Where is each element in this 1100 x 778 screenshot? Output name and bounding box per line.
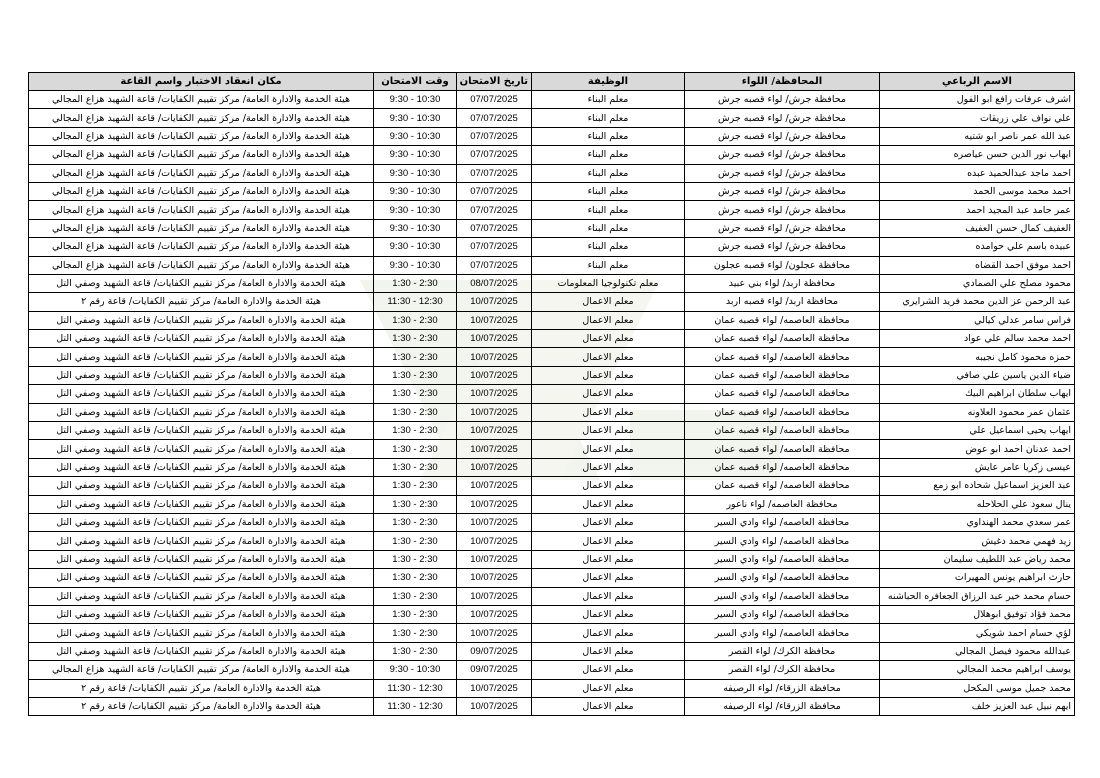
table-row xyxy=(29,256,1075,274)
cell-date: 10/07/2025 xyxy=(457,569,532,587)
cell-date: 10/07/2025 xyxy=(457,587,532,605)
cell-governorate: محافظة العاصمه/ لواء قصبه عمان xyxy=(685,311,880,329)
cell-time: 1:30 - 2:30 xyxy=(374,385,457,403)
cell-governorate: محافظة العاصمه/ لواء وادي السير xyxy=(685,587,880,605)
cell-place: هيئة الخدمة والادارة العامة/ مركز تقييم الكفايات/ قاعة الشهيد وصفي التل xyxy=(29,642,374,660)
cell-job: معلم الاعمال xyxy=(532,293,685,311)
cell-place: هيئة الخدمة والادارة العامة/ مركز تقييم الكفايات/ قاعة الشهيد وصفي التل xyxy=(29,477,374,495)
cell-governorate: محافظة عجلون/ لواء قصبه عجلون xyxy=(685,256,880,274)
table-row xyxy=(29,164,1075,182)
cell-time: 1:30 - 2:30 xyxy=(374,569,457,587)
cell-date: 07/07/2025 xyxy=(457,256,532,274)
cell-time: 9:30 - 10:30 xyxy=(374,219,457,237)
cell-place: هيئة الخدمة والادارة العامة/ مركز تقييم الكفايات/ قاعة رقم ٢ xyxy=(29,697,374,715)
cell-name: عبدالله محمود فيصل المجالي xyxy=(880,642,1075,660)
cell-name: ينال سعود علي الحلاحله xyxy=(880,495,1075,513)
cell-name: احمد ماجد عبدالحميد عبده xyxy=(880,164,1075,182)
table-row xyxy=(29,569,1075,587)
cell-place: هيئة الخدمة والادارة العامة/ مركز تقييم الكفايات/ قاعة الشهيد وصفي التل xyxy=(29,366,374,384)
cell-time: 1:30 - 2:30 xyxy=(374,311,457,329)
cell-governorate: محافظة العاصمه/ لواء قصبه عمان xyxy=(685,348,880,366)
cell-name: عبد الله عمر ناصر ابو شتيه xyxy=(880,127,1075,145)
table-row xyxy=(29,403,1075,421)
cell-place: هيئة الخدمة والادارة العامة/ مركز تقييم الكفايات/ قاعة الشهيد وصفي التل xyxy=(29,274,374,292)
cell-governorate: محافظة اربد/ لواء بني عبيد xyxy=(685,274,880,292)
cell-job: معلم الاعمال xyxy=(532,587,685,605)
cell-job: معلم الاعمال xyxy=(532,477,685,495)
cell-name: ايهاب سلطان ابراهيم البيك xyxy=(880,385,1075,403)
table-row xyxy=(29,513,1075,531)
table-row xyxy=(29,458,1075,476)
cell-name: محمود مصلح علي الصمادي xyxy=(880,274,1075,292)
cell-governorate: محافظة جرش/ لواء قصبه جرش xyxy=(685,182,880,200)
cell-date: 07/07/2025 xyxy=(457,201,532,219)
cell-governorate: محافظة العاصمه/ لواء وادي السير xyxy=(685,605,880,623)
cell-date: 10/07/2025 xyxy=(457,440,532,458)
cell-place: هيئة الخدمة والادارة العامة/ مركز تقييم الكفايات/ قاعة الشهيد وصفي التل xyxy=(29,348,374,366)
cell-name: احمد عدنان احمد ابو عوض xyxy=(880,440,1075,458)
cell-job: معلم الاعمال xyxy=(532,679,685,697)
cell-time: 9:30 - 10:30 xyxy=(374,182,457,200)
table-row xyxy=(29,642,1075,660)
cell-place: هيئة الخدمة والادارة العامة/ مركز تقييم الكفايات/ قاعة الشهيد وصفي التل xyxy=(29,330,374,348)
cell-time: 1:30 - 2:30 xyxy=(374,422,457,440)
cell-time: 11:30 - 12:30 xyxy=(374,697,457,715)
cell-time: 1:30 - 2:30 xyxy=(374,330,457,348)
table-row xyxy=(29,146,1075,164)
cell-name: احمد موفق احمد القضاه xyxy=(880,256,1075,274)
cell-time: 1:30 - 2:30 xyxy=(374,348,457,366)
header-governorate: المحافظة/ اللواء xyxy=(685,73,880,91)
header-place: مكان انعقاد الاختبار واسم القاعة xyxy=(29,73,374,91)
cell-governorate: محافظة جرش/ لواء قصبه جرش xyxy=(685,127,880,145)
table-row xyxy=(29,274,1075,292)
cell-place: هيئة الخدمة والادارة العامة/ مركز تقييم الكفايات/ قاعة الشهيد هزاع المجالي xyxy=(29,91,374,109)
cell-date: 10/07/2025 xyxy=(457,532,532,550)
cell-time: 9:30 - 10:30 xyxy=(374,164,457,182)
cell-place: هيئة الخدمة والادارة العامة/ مركز تقييم الكفايات/ قاعة الشهيد هزاع المجالي xyxy=(29,256,374,274)
cell-governorate: محافظة الزرقاء/ لواء الرصيفه xyxy=(685,697,880,715)
cell-job: معلم الاعمال xyxy=(532,330,685,348)
cell-date: 10/07/2025 xyxy=(457,348,532,366)
cell-time: 1:30 - 2:30 xyxy=(374,513,457,531)
cell-name: فراس سامر عدلي كيالي xyxy=(880,311,1075,329)
cell-time: 1:30 - 2:30 xyxy=(374,605,457,623)
cell-place: هيئة الخدمة والادارة العامة/ مركز تقييم الكفايات/ قاعة الشهيد هزاع المجالي xyxy=(29,238,374,256)
table-row xyxy=(29,661,1075,679)
cell-job: معلم البناء xyxy=(532,109,685,127)
cell-date: 10/07/2025 xyxy=(457,458,532,476)
cell-governorate: محافظة العاصمه/ لواء قصبه عمان xyxy=(685,422,880,440)
cell-time: 1:30 - 2:30 xyxy=(374,440,457,458)
cell-place: هيئة الخدمة والادارة العامة/ مركز تقييم الكفايات/ قاعة الشهيد هزاع المجالي xyxy=(29,182,374,200)
cell-place: هيئة الخدمة والادارة العامة/ مركز تقييم الكفايات/ قاعة الشهيد وصفي التل xyxy=(29,440,374,458)
table-row xyxy=(29,109,1075,127)
cell-place: هيئة الخدمة والادارة العامة/ مركز تقييم الكفايات/ قاعة الشهيد وصفي التل xyxy=(29,495,374,513)
header-name: الاسم الرباعي xyxy=(880,73,1075,91)
cell-governorate: محافظة العاصمه/ لواء قصبه عمان xyxy=(685,385,880,403)
cell-date: 07/07/2025 xyxy=(457,219,532,237)
cell-time: 1:30 - 2:30 xyxy=(374,274,457,292)
table-row xyxy=(29,587,1075,605)
table-row xyxy=(29,293,1075,311)
cell-place: هيئة الخدمة والادارة العامة/ مركز تقييم الكفايات/ قاعة الشهيد هزاع المجالي xyxy=(29,661,374,679)
cell-place: هيئة الخدمة والادارة العامة/ مركز تقييم الكفايات/ قاعة رقم ٢ xyxy=(29,293,374,311)
cell-name: علي نواف علي زريقات xyxy=(880,109,1075,127)
cell-job: معلم الاعمال xyxy=(532,569,685,587)
cell-time: 1:30 - 2:30 xyxy=(374,495,457,513)
cell-job: معلم الاعمال xyxy=(532,550,685,568)
table-row xyxy=(29,605,1075,623)
cell-job: معلم تكنولوجيا المعلومات xyxy=(532,274,685,292)
cell-place: هيئة الخدمة والادارة العامة/ مركز تقييم الكفايات/ قاعة الشهيد وصفي التل xyxy=(29,385,374,403)
cell-job: معلم الاعمال xyxy=(532,697,685,715)
cell-date: 07/07/2025 xyxy=(457,127,532,145)
cell-job: معلم الاعمال xyxy=(532,385,685,403)
cell-governorate: محافظة العاصمه/ لواء قصبه عمان xyxy=(685,458,880,476)
cell-job: معلم الاعمال xyxy=(532,605,685,623)
cell-time: 1:30 - 2:30 xyxy=(374,366,457,384)
cell-name: عمر سعدي محمد الهنداوي xyxy=(880,513,1075,531)
table-row xyxy=(29,385,1075,403)
cell-governorate: محافظة العاصمه/ لواء قصبه عمان xyxy=(685,403,880,421)
cell-governorate: محافظة جرش/ لواء قصبه جرش xyxy=(685,219,880,237)
cell-place: هيئة الخدمة والادارة العامة/ مركز تقييم الكفايات/ قاعة الشهيد وصفي التل xyxy=(29,422,374,440)
cell-job: معلم البناء xyxy=(532,256,685,274)
cell-name: محمد فؤاد توفيق ابوهلال xyxy=(880,605,1075,623)
cell-job: معلم الاعمال xyxy=(532,513,685,531)
cell-date: 10/07/2025 xyxy=(457,550,532,568)
cell-name: لؤي حسام احمد شويكي xyxy=(880,624,1075,642)
table-header-row xyxy=(29,73,1075,91)
cell-governorate: محافظة العاصمه/ لواء ناعور xyxy=(685,495,880,513)
cell-name: عيسى زكريا عامر عايش xyxy=(880,458,1075,476)
cell-governorate: محافظة العاصمه/ لواء قصبه عمان xyxy=(685,477,880,495)
cell-job: معلم الاعمال xyxy=(532,348,685,366)
cell-time: 1:30 - 2:30 xyxy=(374,624,457,642)
cell-date: 07/07/2025 xyxy=(457,146,532,164)
cell-place: هيئة الخدمة والادارة العامة/ مركز تقييم الكفايات/ قاعة الشهيد وصفي التل xyxy=(29,311,374,329)
cell-name: عبيده باسم علي حوامده xyxy=(880,238,1075,256)
table-row xyxy=(29,422,1075,440)
cell-governorate: محافظة جرش/ لواء قصبه جرش xyxy=(685,164,880,182)
cell-place: هيئة الخدمة والادارة العامة/ مركز تقييم الكفايات/ قاعة الشهيد وصفي التل xyxy=(29,587,374,605)
cell-time: 9:30 - 10:30 xyxy=(374,256,457,274)
cell-name: حسام محمد خير عبد الرزاق الجعافره الحباشنه xyxy=(880,587,1075,605)
cell-place: هيئة الخدمة والادارة العامة/ مركز تقييم الكفايات/ قاعة الشهيد وصفي التل xyxy=(29,458,374,476)
cell-place: هيئة الخدمة والادارة العامة/ مركز تقييم الكفايات/ قاعة الشهيد وصفي التل xyxy=(29,624,374,642)
cell-governorate: محافظة جرش/ لواء قصبه جرش xyxy=(685,146,880,164)
cell-time: 1:30 - 2:30 xyxy=(374,458,457,476)
cell-job: معلم الاعمال xyxy=(532,642,685,660)
table-row xyxy=(29,201,1075,219)
table-row xyxy=(29,366,1075,384)
cell-name: اشرف عرفات رافع ابو الفول xyxy=(880,91,1075,109)
cell-name: العفيف كمال حسن العفيف xyxy=(880,219,1075,237)
cell-name: ايهم نبيل عبد العزيز خلف xyxy=(880,697,1075,715)
cell-place: هيئة الخدمة والادارة العامة/ مركز تقييم الكفايات/ قاعة الشهيد هزاع المجالي xyxy=(29,201,374,219)
cell-date: 07/07/2025 xyxy=(457,238,532,256)
cell-time: 1:30 - 2:30 xyxy=(374,532,457,550)
cell-date: 07/07/2025 xyxy=(457,109,532,127)
cell-governorate: محافظة العاصمه/ لواء وادي السير xyxy=(685,624,880,642)
cell-place: هيئة الخدمة والادارة العامة/ مركز تقييم الكفايات/ قاعة الشهيد هزاع المجالي xyxy=(29,219,374,237)
cell-job: معلم الاعمال xyxy=(532,458,685,476)
cell-job: معلم الاعمال xyxy=(532,440,685,458)
table-row xyxy=(29,440,1075,458)
cell-date: 10/07/2025 xyxy=(457,697,532,715)
table-row xyxy=(29,348,1075,366)
cell-date: 10/07/2025 xyxy=(457,403,532,421)
table-row xyxy=(29,495,1075,513)
cell-name: محمد رياض عبد اللطيف سليمان xyxy=(880,550,1075,568)
cell-governorate: محافظة الزرقاء/ لواء الرصيفه xyxy=(685,679,880,697)
table-row xyxy=(29,238,1075,256)
cell-job: معلم الاعمال xyxy=(532,311,685,329)
cell-governorate: محافظة الكرك/ لواء القصر xyxy=(685,642,880,660)
cell-governorate: محافظة العاصمه/ لواء قصبه عمان xyxy=(685,366,880,384)
table-row xyxy=(29,477,1075,495)
cell-place: هيئة الخدمة والادارة العامة/ مركز تقييم الكفايات/ قاعة الشهيد وصفي التل xyxy=(29,403,374,421)
header-job: الوظيفة xyxy=(532,73,685,91)
cell-job: معلم الاعمال xyxy=(532,624,685,642)
cell-job: معلم الاعمال xyxy=(532,422,685,440)
cell-date: 07/07/2025 xyxy=(457,91,532,109)
cell-governorate: محافظة العاصمه/ لواء وادي السير xyxy=(685,532,880,550)
cell-time: 9:30 - 10:30 xyxy=(374,91,457,109)
cell-time: 9:30 - 10:30 xyxy=(374,238,457,256)
cell-place: هيئة الخدمة والادارة العامة/ مركز تقييم الكفايات/ قاعة الشهيد وصفي التل xyxy=(29,532,374,550)
cell-time: 1:30 - 2:30 xyxy=(374,477,457,495)
cell-place: هيئة الخدمة والادارة العامة/ مركز تقييم الكفايات/ قاعة الشهيد وصفي التل xyxy=(29,569,374,587)
cell-date: 07/07/2025 xyxy=(457,182,532,200)
cell-date: 10/07/2025 xyxy=(457,495,532,513)
cell-governorate: محافظة جرش/ لواء قصبه جرش xyxy=(685,91,880,109)
cell-date: 10/07/2025 xyxy=(457,330,532,348)
cell-time: 9:30 - 10:30 xyxy=(374,146,457,164)
cell-governorate: محافظة جرش/ لواء قصبه جرش xyxy=(685,201,880,219)
cell-job: معلم الاعمال xyxy=(532,661,685,679)
cell-job: معلم البناء xyxy=(532,182,685,200)
table-row xyxy=(29,679,1075,697)
cell-time: 1:30 - 2:30 xyxy=(374,550,457,568)
cell-time: 1:30 - 2:30 xyxy=(374,642,457,660)
cell-governorate: محافظة جرش/ لواء قصبه جرش xyxy=(685,109,880,127)
cell-time: 9:30 - 10:30 xyxy=(374,201,457,219)
cell-job: معلم البناء xyxy=(532,201,685,219)
cell-date: 10/07/2025 xyxy=(457,366,532,384)
cell-governorate: محافظة العاصمه/ لواء قصبه عمان xyxy=(685,330,880,348)
cell-governorate: محافظة العاصمه/ لواء وادي السير xyxy=(685,550,880,568)
cell-name: حمزه محمود كامل نجيبه xyxy=(880,348,1075,366)
cell-job: معلم الاعمال xyxy=(532,495,685,513)
header-date: تاريخ الامتحان xyxy=(457,73,532,91)
cell-job: معلم البناء xyxy=(532,91,685,109)
cell-name: محمد جميل موسى المكحل xyxy=(880,679,1075,697)
header-time: وقت الامتحان xyxy=(374,73,457,91)
cell-time: 1:30 - 2:30 xyxy=(374,403,457,421)
cell-name: احمد محمد سالم علي عواد xyxy=(880,330,1075,348)
cell-governorate: محافظة العاصمه/ لواء وادي السير xyxy=(685,569,880,587)
cell-place: هيئة الخدمة والادارة العامة/ مركز تقييم الكفايات/ قاعة الشهيد هزاع المجالي xyxy=(29,146,374,164)
cell-job: معلم البناء xyxy=(532,164,685,182)
cell-governorate: محافظة جرش/ لواء قصبه جرش xyxy=(685,238,880,256)
cell-date: 10/07/2025 xyxy=(457,624,532,642)
cell-date: 10/07/2025 xyxy=(457,385,532,403)
cell-name: ضياء الدين ياسين علي صافي xyxy=(880,366,1075,384)
cell-job: معلم الاعمال xyxy=(532,403,685,421)
table-row xyxy=(29,91,1075,109)
table-row xyxy=(29,127,1075,145)
cell-date: 10/07/2025 xyxy=(457,679,532,697)
exam-schedule-table xyxy=(28,72,1075,716)
cell-governorate: محافظة العاصمه/ لواء قصبه عمان xyxy=(685,440,880,458)
table-row xyxy=(29,182,1075,200)
cell-place: هيئة الخدمة والادارة العامة/ مركز تقييم الكفايات/ قاعة الشهيد وصفي التل xyxy=(29,513,374,531)
cell-date: 10/07/2025 xyxy=(457,293,532,311)
cell-date: 09/07/2025 xyxy=(457,661,532,679)
cell-place: هيئة الخدمة والادارة العامة/ مركز تقييم الكفايات/ قاعة الشهيد وصفي التل xyxy=(29,605,374,623)
cell-place: هيئة الخدمة والادارة العامة/ مركز تقييم الكفايات/ قاعة رقم ٢ xyxy=(29,679,374,697)
table-row xyxy=(29,550,1075,568)
cell-date: 10/07/2025 xyxy=(457,513,532,531)
cell-name: عمر حامد عبد المجيد احمد xyxy=(880,201,1075,219)
table-row xyxy=(29,219,1075,237)
cell-name: حارث ابراهيم يونس المهيرات xyxy=(880,569,1075,587)
cell-job: معلم البناء xyxy=(532,219,685,237)
cell-name: عبد الرحمن عز الدين محمد فريد الشرايري xyxy=(880,293,1075,311)
cell-time: 1:30 - 2:30 xyxy=(374,587,457,605)
cell-name: ايهاب يحيى اسماعيل علي xyxy=(880,422,1075,440)
cell-place: هيئة الخدمة والادارة العامة/ مركز تقييم الكفايات/ قاعة الشهيد هزاع المجالي xyxy=(29,109,374,127)
cell-date: 10/07/2025 xyxy=(457,477,532,495)
cell-place: هيئة الخدمة والادارة العامة/ مركز تقييم الكفايات/ قاعة الشهيد هزاع المجالي xyxy=(29,127,374,145)
cell-place: هيئة الخدمة والادارة العامة/ مركز تقييم الكفايات/ قاعة الشهيد هزاع المجالي xyxy=(29,164,374,182)
cell-time: 9:30 - 10:30 xyxy=(374,661,457,679)
cell-name: عثمان عمر محمود العلاونه xyxy=(880,403,1075,421)
table-row xyxy=(29,311,1075,329)
cell-time: 11:30 - 12:30 xyxy=(374,293,457,311)
table-row xyxy=(29,330,1075,348)
cell-job: معلم البناء xyxy=(532,127,685,145)
cell-job: معلم الاعمال xyxy=(532,532,685,550)
cell-date: 07/07/2025 xyxy=(457,164,532,182)
table-row xyxy=(29,624,1075,642)
cell-date: 10/07/2025 xyxy=(457,422,532,440)
cell-time: 9:30 - 10:30 xyxy=(374,109,457,127)
table-row xyxy=(29,697,1075,715)
cell-date: 09/07/2025 xyxy=(457,642,532,660)
cell-name: عبد العزيز اسماعيل شحاده ابو زمع xyxy=(880,477,1075,495)
cell-date: 08/07/2025 xyxy=(457,274,532,292)
cell-governorate: محافظة اربد/ لواء قصبه اربد xyxy=(685,293,880,311)
cell-name: زيد فهمي محمد دغيش xyxy=(880,532,1075,550)
table-body xyxy=(29,91,1075,716)
cell-job: معلم الاعمال xyxy=(532,366,685,384)
cell-governorate: محافظة الكرك/ لواء القصر xyxy=(685,661,880,679)
cell-name: احمد محمد موسى الحمد xyxy=(880,182,1075,200)
cell-date: 10/07/2025 xyxy=(457,605,532,623)
cell-job: معلم البناء xyxy=(532,238,685,256)
table-row xyxy=(29,532,1075,550)
cell-time: 11:30 - 12:30 xyxy=(374,679,457,697)
cell-name: يوسف ابراهيم محمد المجالي xyxy=(880,661,1075,679)
cell-governorate: محافظة العاصمه/ لواء وادي السير xyxy=(685,513,880,531)
cell-place: هيئة الخدمة والادارة العامة/ مركز تقييم الكفايات/ قاعة الشهيد وصفي التل xyxy=(29,550,374,568)
cell-name: ايهاب نور الدين حسن عياصره xyxy=(880,146,1075,164)
cell-job: معلم البناء xyxy=(532,146,685,164)
cell-date: 10/07/2025 xyxy=(457,311,532,329)
cell-time: 9:30 - 10:30 xyxy=(374,127,457,145)
